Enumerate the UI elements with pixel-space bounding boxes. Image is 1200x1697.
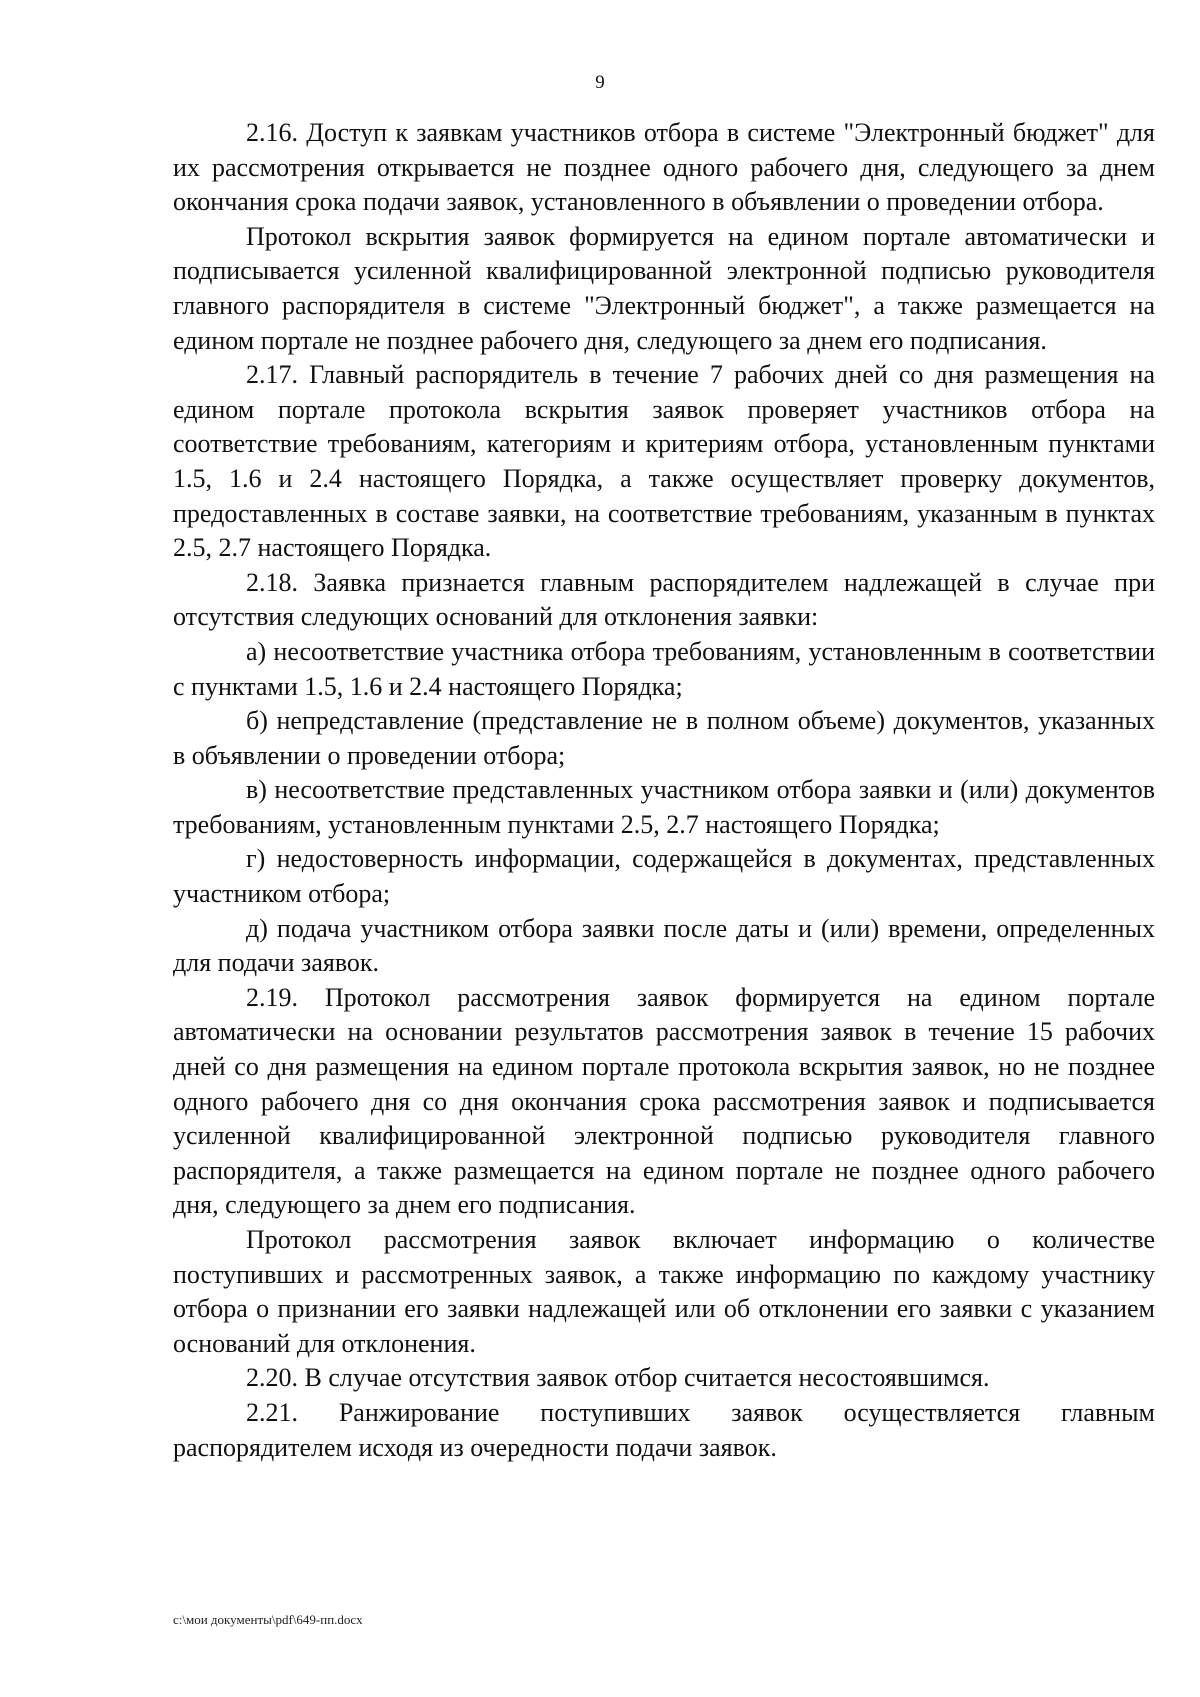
paragraph-2-16: 2.16. Доступ к заявкам участников отбора в системе "Электронный бюджет" для их рассмотрения открывается не позднее одного рабочего дня, следующего за днем окончания срока подачи заявок, установленного в объявлении о проведении отбора. bbox=[173, 118, 1155, 217]
paragraph-protocol-opening: Протокол вскрытия заявок формируется на едином портале автоматически и подписывается усиленной квалифицированной электронной подписью руководителя главного распорядителя в системе "Электронный бюджет", а также размещается на едином портале не позднее рабочего дня, следующего за днем его подписания. bbox=[173, 221, 1155, 355]
list-item-a: а) несоответствие участника отбора требованиям, установленным в соответствии с пунктами 1.5, 1.6 и 2.4 настоящего Порядка; bbox=[173, 636, 1155, 701]
paragraph-2-17: 2.17. Главный распорядитель в течение 7 рабочих дней со дня размещения на едином портале протокола вскрытия заявок проверяет участников отбора на соответствие требованиям, категориям и критериям отбора, установленным пунктами 1.5, 1.6 и 2.4 настоящего Порядка, а также осуществляет проверку документов, предоставленных в составе заявки, на соответствие требованиям, указанным в пунктах 2.5, 2.7 настоящего Порядка. bbox=[173, 360, 1155, 563]
list-item-d: д) подача участником отбора заявки после даты и (или) времени, определенных для подачи заявок. bbox=[173, 913, 1155, 978]
list-item-g: г) недостоверность информации, содержащейся в документах, представленных участником отбора; bbox=[173, 844, 1155, 909]
document-body bbox=[173, 116, 1155, 1465]
paragraph-2-19: 2.19. Протокол рассмотрения заявок формируется на едином портале автоматически на основании результатов рассмотрения заявок в течение 15 рабочих дней со дня размещения на едином портале протокола вскрытия заявок, но не позднее одного рабочего дня со дня окончания срока рассмотрения заявок и подписывается усиленной квалифицированной электронной подписью руководителя главного распорядителя, а также размещается на едином портале не позднее одного рабочего дня, следующего за днем его подписания. bbox=[173, 982, 1155, 1220]
list-item-v: в) несоответствие представленных участником отбора заявки и (или) документов требованиям, установленным пунктами 2.5, 2.7 настоящего Порядка; bbox=[173, 775, 1155, 839]
paragraph-protocol-review: Протокол рассмотрения заявок включает информацию о количестве поступивших и рассмотренных заявок, а также информацию по каждому участнику отбора о признании его заявки надлежащей или об отклонении его заявки с указанием оснований для отклонения. bbox=[173, 1225, 1155, 1358]
paragraph-2-21: 2.21. Ранжирование поступивших заявок осуществляется главным распорядителем исходя из очередности подачи заявок. bbox=[173, 1397, 1155, 1462]
list-item-b: б) непредставление (представление не в полном объеме) документов, указанных в объявлении о проведении отбора; bbox=[173, 706, 1155, 770]
paragraph-2-20: 2.20. В случае отсутствия заявок отбор считается несостоявшимся. bbox=[246, 1363, 990, 1393]
footer-file-path: c:\мои документы\pdf\649-пп.docx bbox=[173, 1612, 363, 1627]
page-number: 9 bbox=[595, 72, 605, 93]
paragraph-2-18: 2.18. Заявка признается главным распорядителем надлежащей в случае при отсутствия следующих оснований для отклонения заявки: bbox=[173, 567, 1155, 632]
